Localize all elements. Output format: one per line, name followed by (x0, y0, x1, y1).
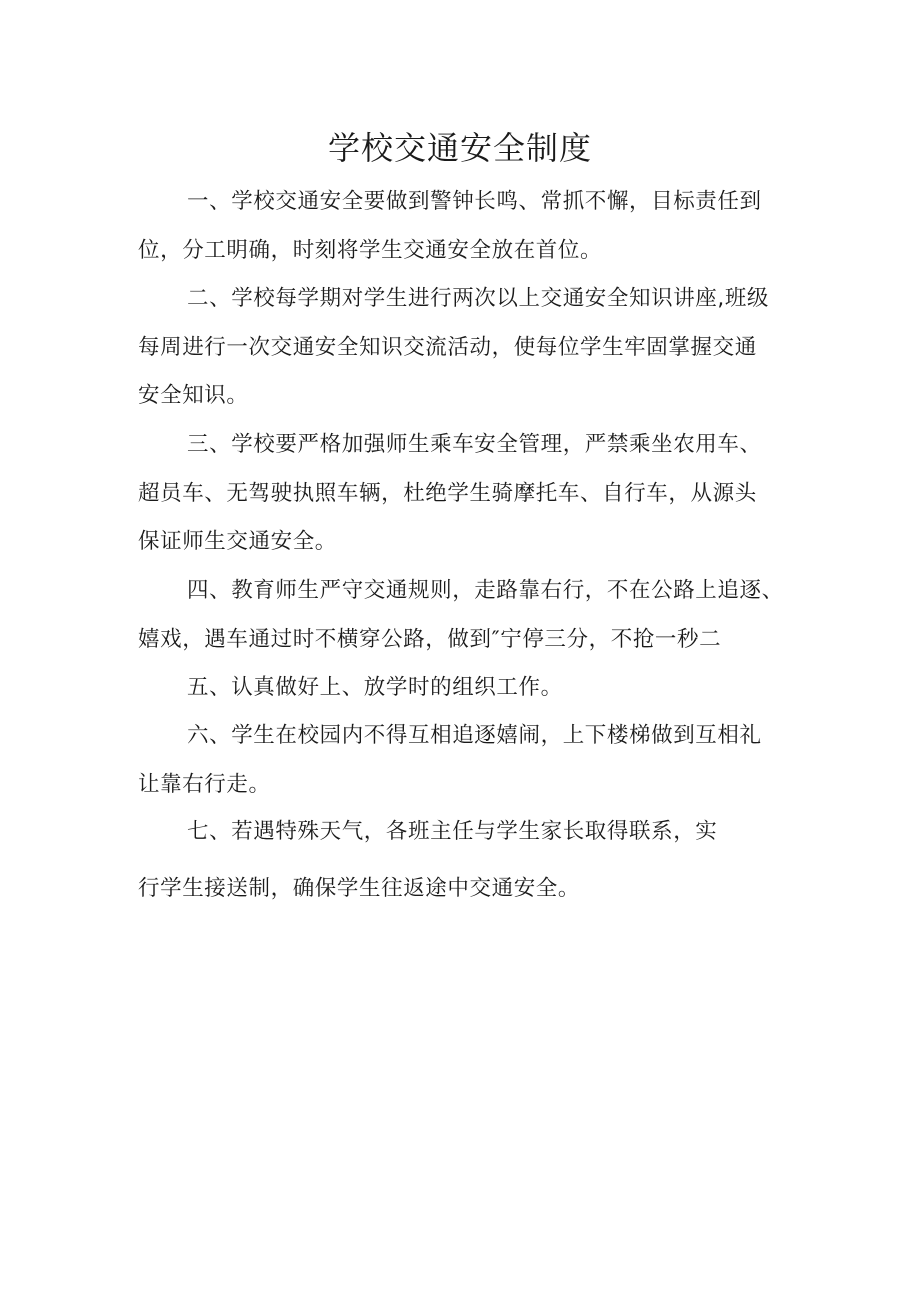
rule-paragraph-4 (138, 567, 818, 664)
paragraph-line: 每周进行一次交通安全知识交流活动，使每位学生牢固掌握交通 (138, 334, 757, 360)
document-title: 学校交通安全制度 (327, 129, 592, 167)
rule-paragraph-5 (138, 664, 818, 713)
paragraph-line: 一、学校交通安全要做到警钟长鸣、常抓不懈，目标责任到 (187, 189, 762, 214)
paragraph-line: 让靠右行走。 (138, 771, 271, 797)
rule-paragraph-2 (138, 275, 818, 421)
paragraph-line: 五、认真做好上、放学时的组织工作。 (187, 675, 563, 700)
paragraph-line: 七、若遇特殊天气，各班主任与学生家长取得联系，实 (187, 819, 718, 844)
paragraph-line: 位，分工明确，时刻将学生交通安全放在首位。 (138, 237, 603, 263)
rule-paragraph-7 (138, 808, 818, 913)
paragraph-line: 行学生接送制，确保学生往返途中交通安全。 (138, 875, 581, 901)
rule-paragraph-6 (138, 712, 818, 809)
paragraph-line: 二、学校每学期对学生进行两次以上交通安全知识讲座,班级 (187, 286, 770, 311)
rule-paragraph-3 (138, 421, 818, 567)
paragraph-line: 六、学生在校园内不得互相追逐嬉闹，上下楼梯做到互相礼 (187, 723, 762, 748)
paragraph-line: 四、教育师生严守交通规则，走路靠右行，不在公路上追逐、 (187, 578, 784, 603)
paragraph-line: 超员车、无驾驶执照车辆，杜绝学生骑摩托车、自行车，从源头 (138, 480, 757, 506)
rule-paragraph-1 (138, 178, 818, 275)
paragraph-line: 嬉戏，遇车通过时不横穿公路，做到″宁停三分，不抢一秒二 (138, 626, 722, 652)
paragraph-line: 三、学校要严格加强师生乘车安全管理，严禁乘坐农用车、 (187, 432, 762, 457)
paragraph-line: 安全知识。 (138, 383, 249, 408)
paragraph-line: 保证师生交通安全。 (138, 529, 337, 554)
